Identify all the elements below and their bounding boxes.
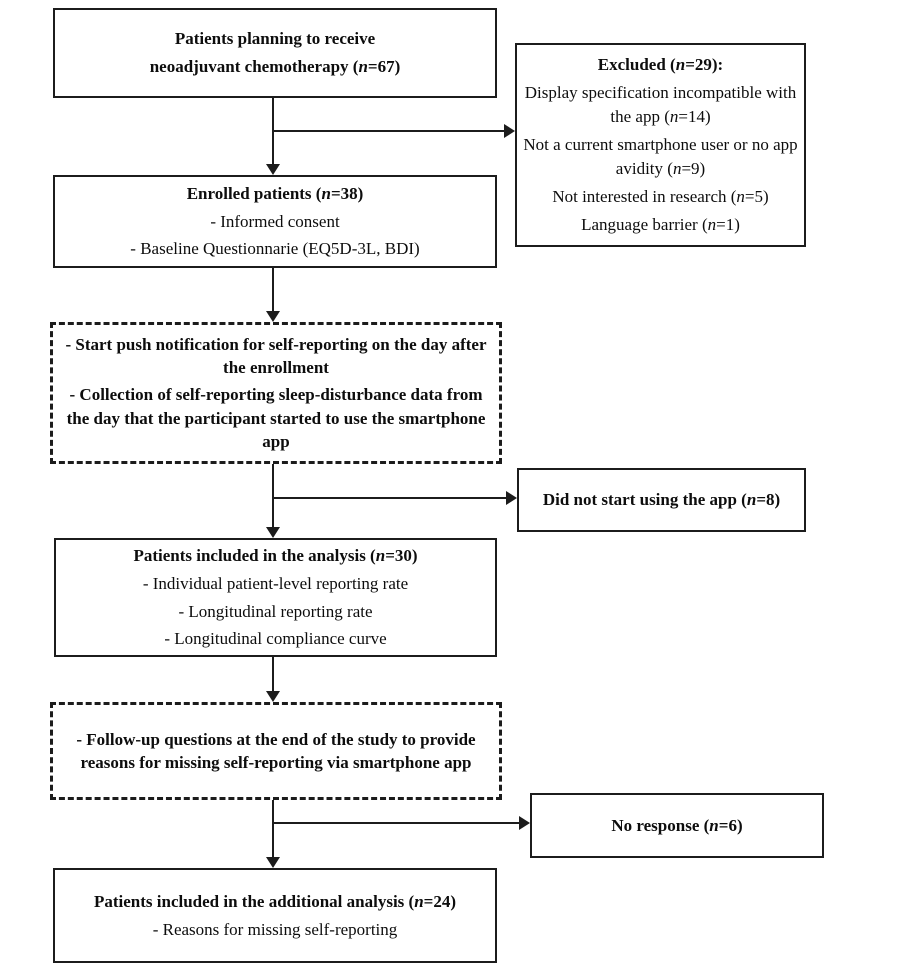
connector-branch-excluded-line	[272, 130, 504, 132]
box-followup-questions	[50, 702, 502, 800]
box-patients-planning	[53, 8, 497, 98]
planning-line-1: Patients planning to receive	[174, 29, 376, 49]
arrowhead-down-protocol2	[266, 691, 280, 702]
excluded-title: Excluded (n=29):	[597, 54, 724, 74]
additional-title: Patients included in the additional analysis (n=24)	[93, 891, 457, 911]
enrolled-item-1: - Informed consent	[210, 211, 340, 231]
enrolled-title: Enrolled patients (n=38)	[186, 183, 364, 203]
arrowhead-down-protocol1	[266, 311, 280, 322]
arrowhead-right-did-not-start	[506, 491, 517, 505]
no-response-title: No response (n=6)	[611, 815, 743, 835]
connector-analysis-protocol2-line	[272, 657, 274, 691]
connector-protocol1-analysis-line	[272, 464, 274, 527]
arrowhead-down-analysis	[266, 527, 280, 538]
box-did-not-start	[517, 468, 806, 532]
connector-branch-did-not-start-line	[272, 497, 506, 499]
box-excluded	[515, 43, 806, 247]
box-protocol-self-reporting	[50, 322, 502, 464]
excluded-item-4: Language barrier (n=1)	[581, 215, 740, 235]
protocol1-item-1: - Start push notification for self-reporting on the day after the enrollment	[65, 335, 487, 378]
protocol1-item-2: - Collection of self-reporting sleep-disturbance data from the day that the participant started to use the smartphone app	[66, 385, 486, 451]
enrolled-item-2: - Baseline Questionnarie (EQ5D-3L, BDI)	[130, 239, 420, 259]
connector-protocol2-additional-line	[272, 800, 274, 857]
excluded-item-3: Not interested in research (n=5)	[552, 187, 769, 207]
box-additional-analysis	[53, 868, 497, 963]
analysis-item-3: - Longitudinal compliance curve	[164, 629, 387, 649]
additional-item-1: - Reasons for missing self-reporting	[152, 919, 398, 939]
analysis-title: Patients included in the analysis (n=30)	[133, 545, 418, 565]
excluded-item-1: Display specification incompatible with the app (n=14)	[524, 82, 797, 126]
analysis-item-2: - Longitudinal reporting rate	[178, 601, 373, 621]
box-included-analysis	[54, 538, 497, 657]
arrowhead-down-additional	[266, 857, 280, 868]
connector-branch-no-response-line	[272, 822, 519, 824]
planning-line-2: neoadjuvant chemotherapy (n=67)	[149, 57, 401, 76]
did-not-start-title: Did not start using the app (n=8)	[542, 490, 781, 510]
arrowhead-right-no-response	[519, 816, 530, 830]
box-no-response	[530, 793, 824, 858]
excluded-item-2: Not a current smartphone user or no app avidity (n=9)	[523, 134, 798, 179]
analysis-item-1: - Individual patient-level reporting rate	[142, 573, 409, 593]
connector-enrolled-protocol1-line	[272, 268, 274, 311]
arrowhead-down-enrolled	[266, 164, 280, 175]
arrowhead-right-excluded	[504, 124, 515, 138]
protocol2-item-1: - Follow-up questions at the end of the study to provide reasons for missing self-reporting via smartphone app	[76, 729, 476, 772]
box-enrolled-patients	[53, 175, 497, 268]
